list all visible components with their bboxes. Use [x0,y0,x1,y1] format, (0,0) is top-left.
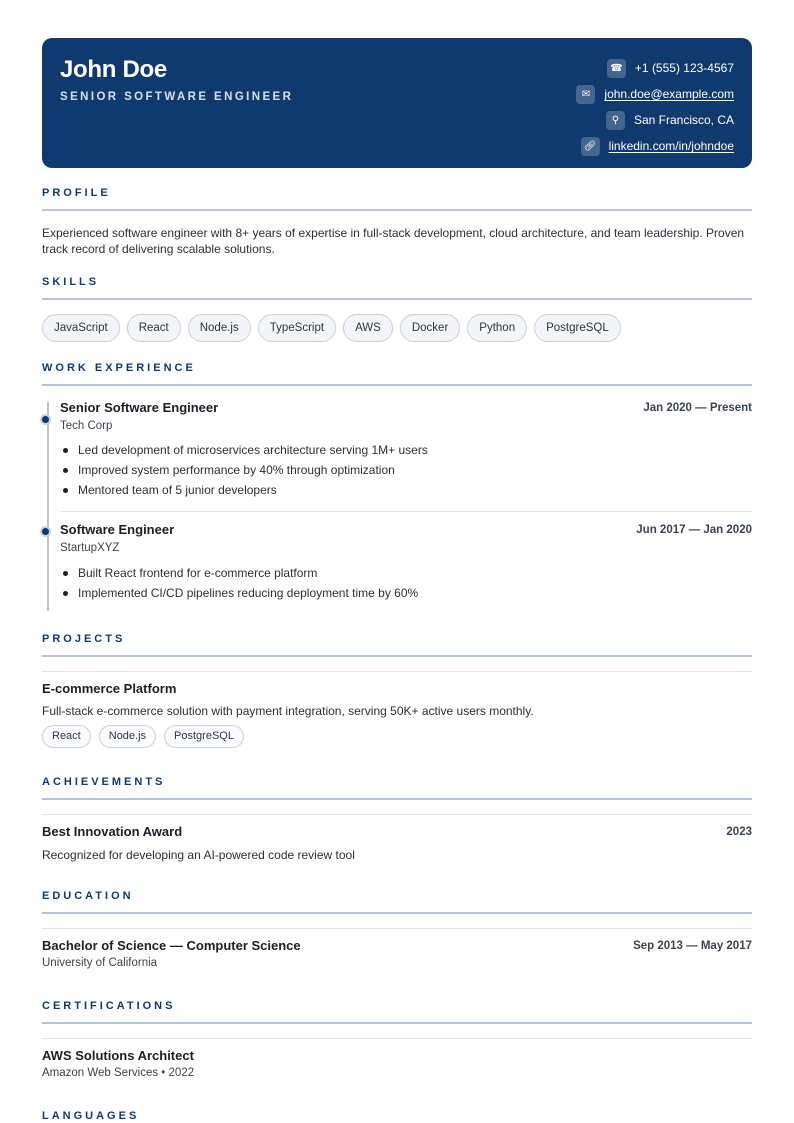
section-divider [42,814,752,815]
section-title-skills: SKILLS [42,276,752,300]
job-company: Tech Corp [60,420,113,432]
job-dates: Jun 2017 — Jan 2020 [636,524,752,536]
timeline-dot [40,414,51,425]
section-divider [42,671,752,672]
section-title-experience: WORK EXPERIENCE [42,362,752,386]
job-bullets [60,565,418,605]
experience-timeline [47,402,49,611]
list-item: Built React frontend for e-commerce platform [60,565,418,585]
section-title-projects: PROJECTS [42,633,752,657]
skill-tag: JavaScript [42,314,120,342]
education-dates: Sep 2013 — May 2017 [633,940,752,952]
phone-icon: ☎ [607,59,626,78]
skills-list [42,314,621,342]
contact-phone [607,55,734,81]
timeline-dot [40,526,51,537]
job-company: StartupXYZ [60,542,120,554]
job-divider [60,511,752,512]
list-item: Led development of microservices architecture serving 1M+ users [60,442,428,462]
skill-tag: AWS [343,314,393,342]
contact-linkedin[interactable] [581,133,734,159]
contact-list [576,55,734,159]
education-school: University of California [42,957,158,969]
tech-tag: React [42,725,91,748]
contact-email[interactable] [576,81,734,107]
skill-tag: PostgreSQL [534,314,621,342]
section-divider [42,1038,752,1039]
location-pin-icon: ⚲ [606,111,625,130]
profile-summary: Experienced software engineer with 8+ years of expertise in full-stack development, cloud architecture, and team leadership. Proven track record of delivering scalable solutions. [42,226,745,256]
section-title-achievements: ACHIEVEMENTS [42,776,752,800]
section-title-certifications: CERTIFICATIONS [42,1000,752,1024]
certification-issuer: Amazon Web Services • 2022 [42,1067,195,1079]
candidate-title: SENIOR SOFTWARE ENGINEER [60,91,294,103]
project-description: Full-stack e-commerce solution with payment integration, serving 50K+ active users monthly. [42,704,534,718]
project-name: E-commerce Platform [42,681,177,696]
location-text: San Francisco, CA [633,113,734,127]
list-item: Mentored team of 5 junior developers [60,482,428,502]
job-bullets [60,442,428,502]
tech-tag: PostgreSQL [164,725,244,748]
section-divider [42,928,752,929]
job-dates: Jan 2020 — Present [643,402,752,414]
certification-name: AWS Solutions Architect [42,1048,194,1063]
tech-tag: Node.js [99,725,156,748]
skill-tag: Docker [400,314,460,342]
list-item: Implemented CI/CD pipelines reducing deployment time by 60% [60,585,418,605]
skill-tag: Node.js [188,314,251,342]
email-link[interactable]: john.doe@example.com [604,87,734,101]
education-degree: Bachelor of Science — Computer Science [42,938,301,953]
section-title-education: EDUCATION [42,890,752,914]
skill-tag: React [127,314,181,342]
achievement-title: Best Innovation Award [42,824,183,839]
resume-header [42,38,752,168]
linkedin-link[interactable]: linkedin.com/in/johndoe [608,139,734,153]
link-icon: 🔗︎ [581,137,600,156]
skill-tag: Python [467,314,527,342]
skill-tag: TypeScript [258,314,336,342]
job-title: Software Engineer [60,522,175,537]
achievement-description: Recognized for developing an AI-powered code review tool [42,848,355,862]
phone-text: +1 (555) 123-4567 [634,61,734,75]
list-item: Improved system performance by 40% through optimization [60,462,428,482]
job-title: Senior Software Engineer [60,400,219,415]
achievement-year: 2023 [726,826,752,838]
section-title-profile: PROFILE [42,187,752,211]
mail-icon: ✉ [576,85,595,104]
project-tech-list [42,725,244,748]
candidate-name: John Doe [60,56,167,83]
section-title-languages: LANGUAGES [42,1110,140,1122]
contact-location [606,107,734,133]
